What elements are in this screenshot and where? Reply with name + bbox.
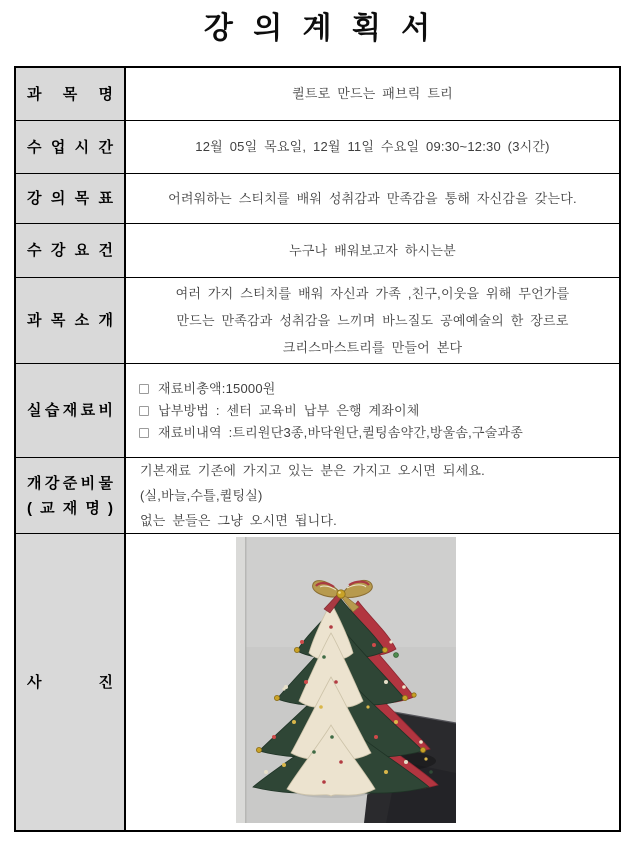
row-label: 과 목 소 개 [27,312,113,329]
preparation-line: 기본재료 기존에 가지고 있는 분은 가지고 오시면 되세요. [140,463,485,478]
row-label: 수 업 시 간 [27,138,113,156]
fabric-christmas-tree-photo [236,537,456,823]
row-content-cell [126,224,619,277]
table-row-material-cost [16,364,619,458]
table-row-course-name [16,68,619,121]
material-total-line [126,378,619,400]
row-label: 과 목 명 [27,85,113,103]
row-content-cell [126,68,619,120]
row-label-cell [16,68,126,120]
row-content-cell [126,174,619,223]
preparation-line: 없는 분들은 그냥 오시면 됩니다. [140,513,337,528]
row-content-cell [126,364,619,457]
row-label: 개 강 준 비 물 [27,474,113,492]
checkbox-icon [139,384,149,394]
course-intro-line: 만드는 만족감과 성취감을 느끼며 바느질도 공예예술의 한 장르로 [176,313,569,328]
row-label-cell [16,121,126,173]
lecture-plan-table [14,66,621,832]
material-detail-line [126,422,619,444]
table-row-lecture-goal [16,174,619,224]
course-intro-line: 크리스마스트리를 만들어 본다 [282,340,463,355]
payment-method-line [126,400,619,422]
row-content-cell [126,534,619,830]
row-label: ( 교 재 명 ) [27,499,113,517]
course-name-text: 퀼트로 만드는 패브릭 트리 [292,86,453,101]
preparation-line: (실,바늘,수틀,퀼팅실) [140,488,263,503]
lecture-goal-text: 어려워하는 스티치를 배워 성취감과 만족감을 통해 자신감을 갖는다. [168,190,577,206]
checkbox-icon [139,406,149,416]
row-label: 사 진 [27,673,113,691]
row-content-cell [126,458,619,533]
row-label-cell [16,224,126,277]
material-total-text: 재료비총액:15000원 [158,380,276,396]
payment-method-text: 납부방법 : 센터 교육비 납부 은행 계좌이체 [158,402,420,418]
table-row-preparation [16,458,619,534]
row-label: 수 강 요 건 [27,242,113,259]
row-label-cell [16,278,126,363]
row-label-cell [16,174,126,223]
checkbox-icon [139,428,149,438]
row-label-cell [16,458,126,533]
row-label: 강 의 목 표 [27,190,113,207]
table-row-requirements [16,224,619,278]
table-row-course-intro [16,278,619,364]
row-content-cell [126,278,619,363]
row-label-cell [16,534,126,830]
table-row-class-time [16,121,619,174]
class-time-text: 12월 05일 목요일, 12월 11일 수요일 09:30~12:30 (3시간) [195,139,550,154]
table-row-photo [16,534,619,830]
page-title: 강 의 계 획 서 [203,12,432,45]
row-label-cell [16,364,126,457]
requirements-text: 누구나 배워보고자 하시는분 [289,242,456,258]
row-content-cell [126,121,619,173]
material-detail-text: 재료비내역 :트리원단3종,바닥원단,퀼팅솜약간,방울솜,구술과종 [158,424,524,440]
row-label: 실 습 재 료 비 [27,402,113,419]
course-intro-line: 여러 가지 스티치를 배워 자신과 가족 ,친구,이웃을 위해 무언가를 [175,286,570,301]
